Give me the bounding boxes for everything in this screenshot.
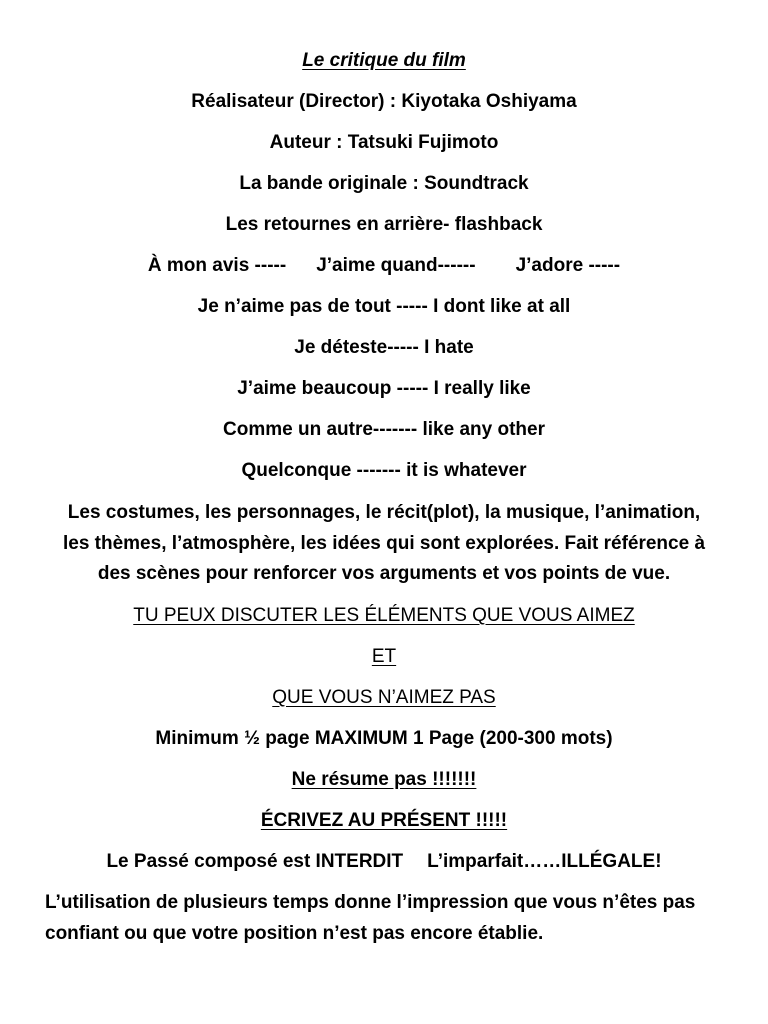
no-summary-rule: Ne résume pas !!!!!!! bbox=[291, 769, 477, 790]
any-other-line: Comme un autre------- like any other bbox=[223, 419, 545, 440]
topics-line-2: les thèmes, l’atmosphère, les idées qui sont explorées. Fait référence à bbox=[62, 532, 706, 554]
author-line: Auteur : Tatsuki Fujimoto bbox=[269, 132, 499, 153]
whatever-line: Quelconque ------- it is whatever bbox=[241, 460, 527, 481]
discuss-heading-1: TU PEUX DISCUTER LES ÉLÉMENTS QUE VOUS AIMEZ bbox=[133, 605, 635, 626]
discuss-heading-2: ET bbox=[371, 646, 397, 667]
present-tense-rule: ÉCRIVEZ AU PRÉSENT !!!!! bbox=[260, 810, 508, 831]
opinion-phrase-1: À mon avis ----- bbox=[147, 255, 287, 276]
closing-line-1: L’utilisation de plusieurs temps donne l’impression que vous n’êtes pas bbox=[45, 892, 696, 913]
length-rule: Minimum ½ page MAXIMUM 1 Page (200-300 mots) bbox=[155, 728, 613, 749]
flashback-line: Les retournes en arrière- flashback bbox=[225, 214, 543, 235]
opinion-phrase-2: J’aime quand------ bbox=[316, 255, 476, 276]
topics-line-3: des scènes pour renforcer vos arguments et vos points de vue. bbox=[97, 563, 671, 584]
topics-line-1: Les costumes, les personnages, le récit(plot), la musique, l’animation, bbox=[67, 502, 701, 523]
opinion-phrases-line bbox=[0, 254, 768, 278]
discuss-heading-3: QUE VOUS N’AIMEZ PAS bbox=[272, 687, 496, 708]
topics-paragraph bbox=[34, 498, 734, 590]
dislike-line: Je n’aime pas de tout ----- I dont like at all bbox=[197, 296, 571, 317]
imparfait-rule: L’imparfait……ILLÉGALE! bbox=[427, 851, 662, 872]
soundtrack-line: La bande originale : Soundtrack bbox=[239, 173, 529, 194]
forbidden-tenses-line bbox=[0, 850, 768, 874]
really-like-line: J’aime beaucoup ----- I really like bbox=[237, 378, 531, 399]
hate-line: Je déteste----- I hate bbox=[294, 337, 474, 358]
document-title: Le critique du film bbox=[302, 50, 466, 71]
passe-compose-rule: Le Passé composé est INTERDIT bbox=[106, 851, 404, 872]
closing-paragraph bbox=[45, 888, 745, 949]
opinion-phrase-3: J’adore ----- bbox=[515, 255, 621, 276]
closing-line-2: confiant ou que votre position n’est pas encore établie. bbox=[45, 922, 544, 944]
director-line: Réalisateur (Director) : Kiyotaka Oshiyama bbox=[191, 91, 577, 112]
